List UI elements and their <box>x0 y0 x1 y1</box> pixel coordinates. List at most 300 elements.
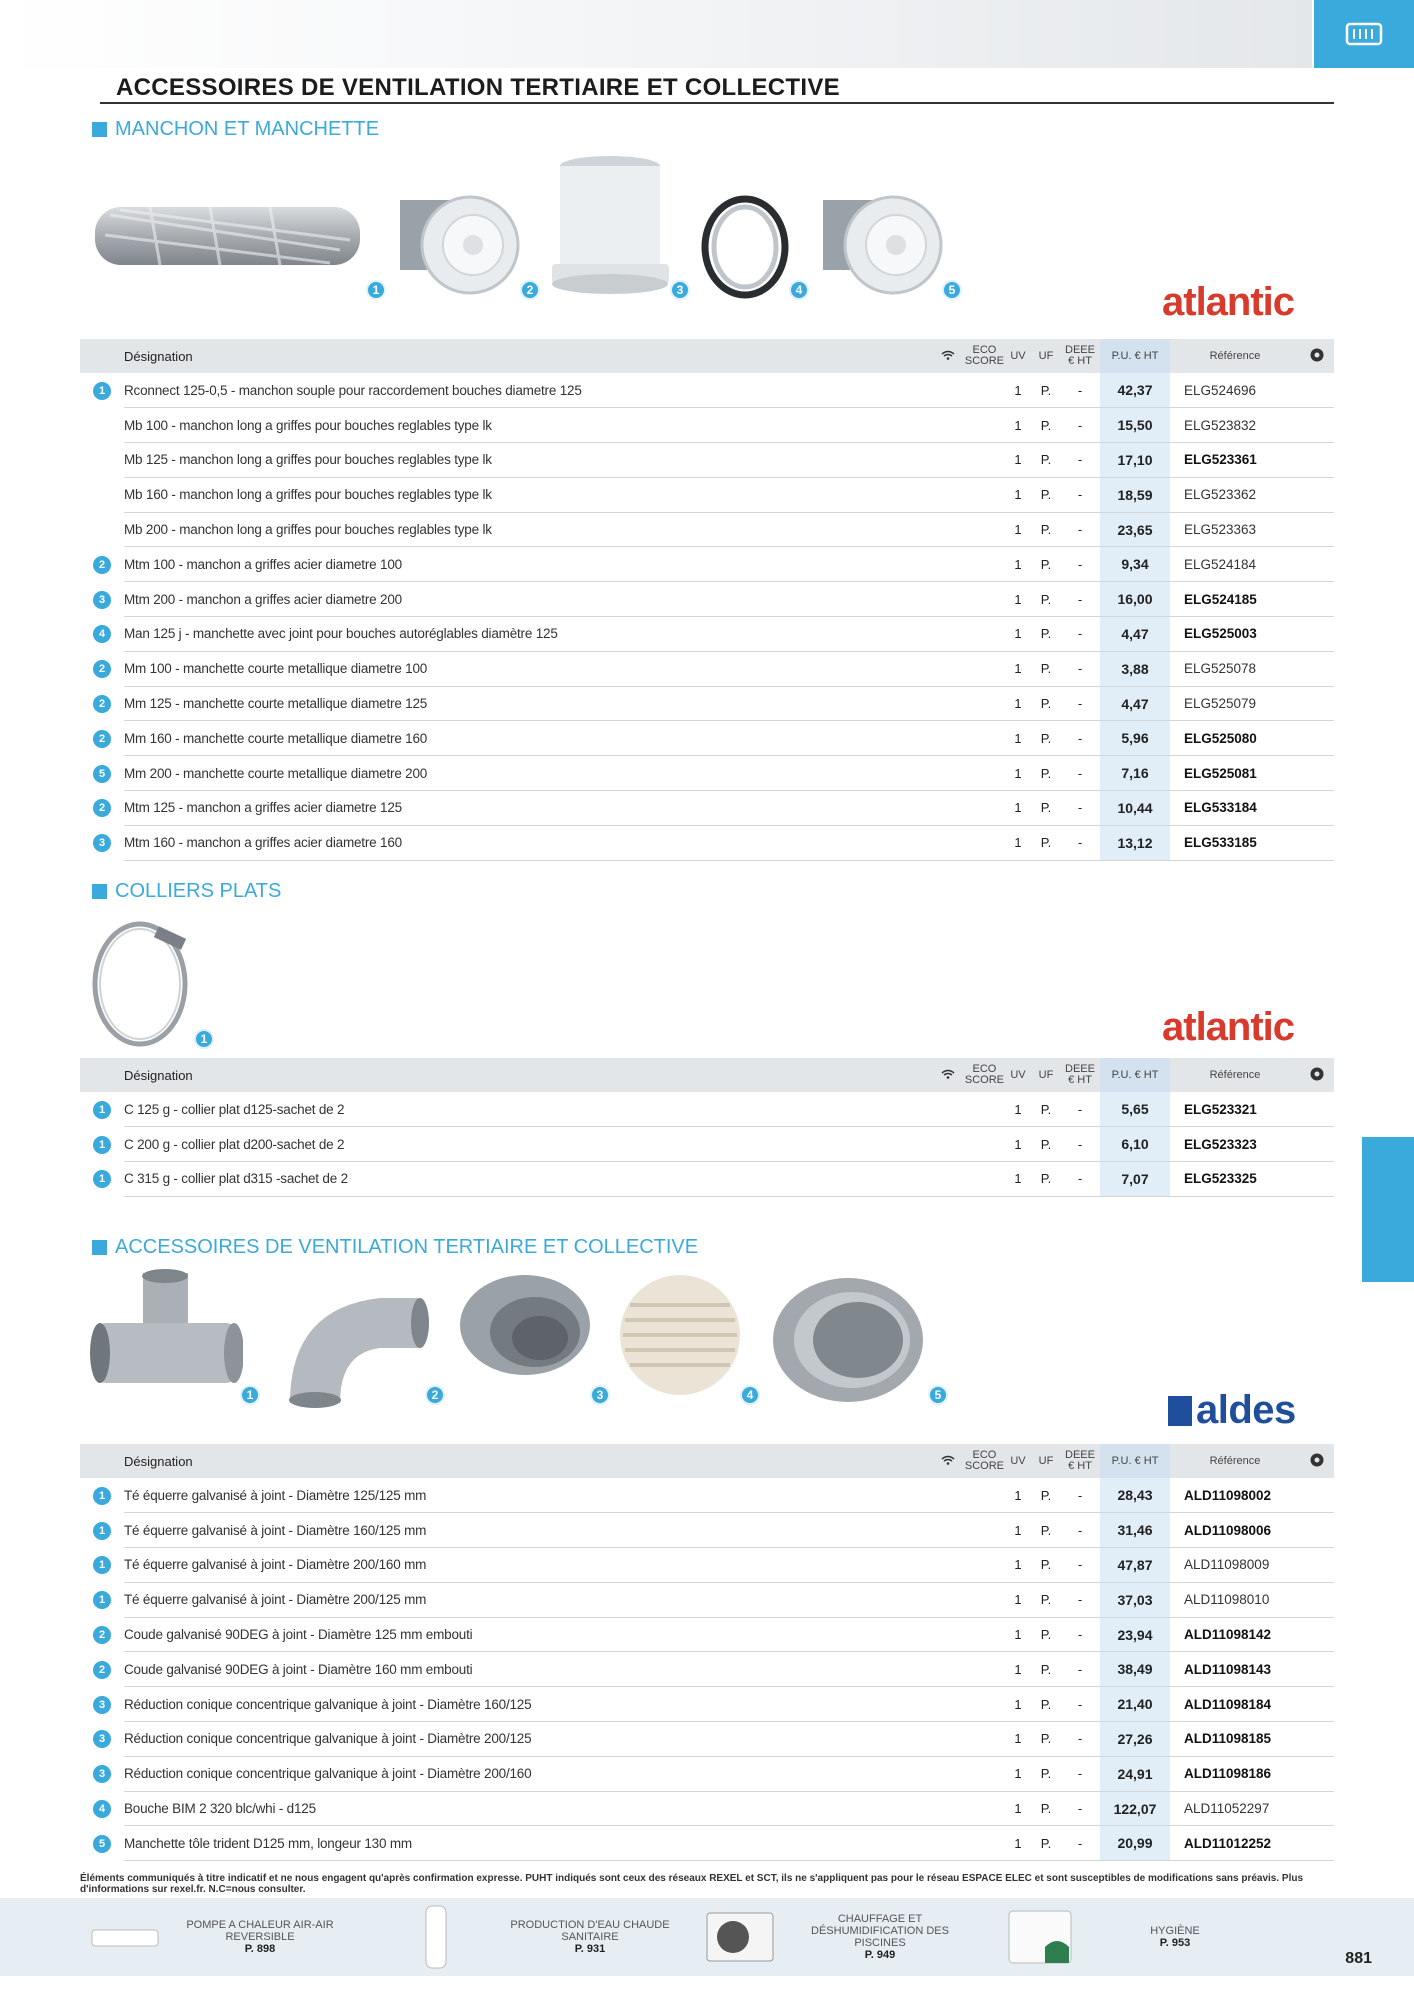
product-image-long-sleeve <box>548 152 673 302</box>
table-row[interactable] <box>80 373 1334 408</box>
table-row[interactable] <box>80 582 1334 617</box>
row-price: 9,34 <box>1100 547 1170 582</box>
row-price: 23,94 <box>1100 1617 1170 1652</box>
row-uv: 1 <box>1004 1652 1032 1687</box>
row-deee: - <box>1060 477 1100 512</box>
row-product-badge: 1 <box>93 382 111 400</box>
row-product-badge: 1 <box>93 1591 111 1609</box>
row-designation: Té équerre galvanisé à joint - Diamètre 160/125 mm <box>124 1513 931 1548</box>
heat-pump-icon <box>705 1909 775 1965</box>
row-eco-score-cell <box>965 408 1004 443</box>
row-deee: - <box>1060 1127 1100 1162</box>
product-badge-3: 3 <box>590 1385 610 1405</box>
row-wifi-cell <box>931 1478 965 1513</box>
row-number-cell <box>80 1722 124 1757</box>
table-row[interactable] <box>80 1092 1334 1127</box>
row-action-cell <box>1300 1092 1334 1127</box>
row-price: 42,37 <box>1100 373 1170 408</box>
row-uf: P. <box>1032 443 1060 478</box>
table-row[interactable] <box>80 651 1334 686</box>
row-reference[interactable]: ALD11098142 <box>1170 1617 1300 1652</box>
table-body <box>80 373 1334 860</box>
row-uf: P. <box>1032 477 1060 512</box>
row-reference[interactable]: ALD11098186 <box>1170 1756 1300 1791</box>
row-number-cell <box>80 1687 124 1722</box>
row-number-cell <box>80 373 124 408</box>
row-reference[interactable]: ELG525003 <box>1170 617 1300 652</box>
table-row[interactable] <box>80 1478 1334 1513</box>
row-reference[interactable]: ELG523321 <box>1170 1092 1300 1127</box>
row-uf: P. <box>1032 1548 1060 1583</box>
row-product-badge: 1 <box>93 1101 111 1119</box>
aldes-mark <box>1168 1396 1192 1426</box>
row-designation: Té équerre galvanisé à joint - Diamètre 200/125 mm <box>124 1582 931 1617</box>
row-eco-score-cell <box>965 443 1004 478</box>
product-badge-2: 2 <box>520 280 540 300</box>
row-deee: - <box>1060 1826 1100 1861</box>
row-uv: 1 <box>1004 1548 1032 1583</box>
row-wifi-cell <box>931 1548 965 1583</box>
row-deee: - <box>1060 1722 1100 1757</box>
row-uf: P. <box>1032 1687 1060 1722</box>
row-action-cell <box>1300 721 1334 756</box>
row-designation: Mm 200 - manchette courte metallique diametre 200 <box>124 756 931 791</box>
row-uv: 1 <box>1004 651 1032 686</box>
table-row[interactable] <box>80 756 1334 791</box>
footer-label-text: HYGIÈNE <box>1150 1925 1200 1937</box>
row-product-badge: 3 <box>93 1730 111 1748</box>
row-price: 3,88 <box>1100 651 1170 686</box>
row-price: 27,26 <box>1100 1722 1170 1757</box>
row-wifi-cell <box>931 1687 965 1722</box>
row-designation: Bouche BIM 2 320 blc/whi - d125 <box>124 1791 931 1826</box>
row-wifi-cell <box>931 1722 965 1757</box>
row-price: 4,47 <box>1100 686 1170 721</box>
row-number-cell <box>80 651 124 686</box>
row-uv: 1 <box>1004 1791 1032 1826</box>
row-action-cell <box>1300 1756 1334 1791</box>
table-row[interactable] <box>80 1722 1334 1757</box>
row-product-badge: 3 <box>93 834 111 852</box>
row-designation: Té équerre galvanisé à joint - Diamètre 200/160 mm <box>124 1548 931 1583</box>
product-image-sheet-sleeve <box>770 1268 930 1408</box>
side-chapter-tab[interactable] <box>1362 1137 1414 1282</box>
table-row[interactable] <box>80 1826 1334 1861</box>
row-reference[interactable]: ELG533185 <box>1170 825 1300 860</box>
product-image-flexible-duct <box>90 195 365 280</box>
row-deee: - <box>1060 512 1100 547</box>
row-product-badge: 2 <box>93 556 111 574</box>
row-wifi-cell <box>931 512 965 547</box>
footer-link-hygiene[interactable] <box>1005 1898 1225 1976</box>
row-designation: Rconnect 125-0,5 - manchon souple pour raccordement bouches diametre 125 <box>124 373 931 408</box>
row-number-cell <box>80 1582 124 1617</box>
row-action-cell <box>1300 686 1334 721</box>
row-deee: - <box>1060 825 1100 860</box>
table-row[interactable] <box>80 617 1334 652</box>
row-eco-score-cell <box>965 1548 1004 1583</box>
row-number-cell <box>80 617 124 652</box>
row-eco-score-cell <box>965 1687 1004 1722</box>
row-reference[interactable]: ELG524185 <box>1170 582 1300 617</box>
row-uf: P. <box>1032 1478 1060 1513</box>
row-uv: 1 <box>1004 477 1032 512</box>
row-action-cell <box>1300 651 1334 686</box>
table-row[interactable] <box>80 1513 1334 1548</box>
product-badge-5: 5 <box>942 280 962 300</box>
row-deee: - <box>1060 1756 1100 1791</box>
product-image-metal-sleeve <box>818 190 948 300</box>
row-eco-score-cell <box>965 1617 1004 1652</box>
col-deee-line1: DEEE <box>1065 1063 1095 1075</box>
row-wifi-cell <box>931 1513 965 1548</box>
table-body <box>80 1092 1334 1196</box>
page-number: 881 <box>1345 1950 1372 1967</box>
row-eco-score-cell <box>965 582 1004 617</box>
row-number-cell <box>80 408 124 443</box>
product-image-metal-sleeve-grip <box>395 190 525 300</box>
section-marker <box>92 884 107 899</box>
row-reference[interactable]: ELG523323 <box>1170 1127 1300 1162</box>
row-wifi-cell <box>931 1791 965 1826</box>
table-row[interactable] <box>80 1617 1334 1652</box>
row-action-cell <box>1300 1687 1334 1722</box>
row-price: 5,65 <box>1100 1092 1170 1127</box>
row-designation: Mb 125 - manchon long a griffes pour bouches reglables type lk <box>124 443 931 478</box>
row-action-cell <box>1300 1478 1334 1513</box>
row-reference[interactable]: ELG525079 <box>1170 686 1300 721</box>
row-uv: 1 <box>1004 1687 1032 1722</box>
row-wifi-cell <box>931 686 965 721</box>
row-wifi-cell <box>931 1617 965 1652</box>
row-reference[interactable]: ALD11012252 <box>1170 1826 1300 1861</box>
row-uf: P. <box>1032 1513 1060 1548</box>
row-product-badge: 1 <box>93 1487 111 1505</box>
row-uv: 1 <box>1004 512 1032 547</box>
footer-page: P. 949 <box>864 1949 896 1961</box>
row-number-cell <box>80 825 124 860</box>
section-title-colliers <box>92 880 281 903</box>
table-row[interactable] <box>80 1756 1334 1791</box>
row-uf: P. <box>1032 617 1060 652</box>
row-price: 17,10 <box>1100 443 1170 478</box>
row-deee: - <box>1060 1617 1100 1652</box>
row-action-cell <box>1300 512 1334 547</box>
row-price: 31,46 <box>1100 1513 1170 1548</box>
row-reference[interactable]: ELG523325 <box>1170 1162 1300 1197</box>
row-deee: - <box>1060 582 1100 617</box>
settings-icon[interactable] <box>1300 1444 1334 1478</box>
footer-page: P. 898 <box>244 1943 276 1955</box>
product-badge-4: 4 <box>740 1385 760 1405</box>
row-action-cell <box>1300 443 1334 478</box>
row-reference[interactable]: ALD11098184 <box>1170 1687 1300 1722</box>
col-eco-line1: ECO <box>972 1449 997 1461</box>
col-eco-score <box>965 339 1004 373</box>
row-action-cell <box>1300 408 1334 443</box>
row-number-cell <box>80 1162 124 1197</box>
table-row[interactable] <box>80 547 1334 582</box>
row-number-cell <box>80 756 124 791</box>
row-price: 24,91 <box>1100 1756 1170 1791</box>
row-reference[interactable]: ELG533184 <box>1170 791 1300 826</box>
footer-link-piscines[interactable] <box>705 1898 955 1976</box>
footer-label-text: POMPE A CHALEUR AIR-AIR REVERSIBLE <box>186 1919 334 1943</box>
row-number-cell <box>80 721 124 756</box>
row-uf: P. <box>1032 1582 1060 1617</box>
table-row[interactable] <box>80 721 1334 756</box>
row-deee: - <box>1060 686 1100 721</box>
row-deee: - <box>1060 791 1100 826</box>
row-number-cell <box>80 1791 124 1826</box>
row-uv: 1 <box>1004 756 1032 791</box>
brand-logo-aldes <box>1168 1388 1296 1433</box>
row-uv: 1 <box>1004 582 1032 617</box>
row-uf: P. <box>1032 1652 1060 1687</box>
row-reference[interactable]: ALD11098143 <box>1170 1652 1300 1687</box>
col-uv: UV <box>1004 1444 1032 1478</box>
row-wifi-cell <box>931 408 965 443</box>
row-action-cell <box>1300 756 1334 791</box>
row-deee: - <box>1060 547 1100 582</box>
row-deee: - <box>1060 1652 1100 1687</box>
section-marker <box>92 1240 107 1255</box>
row-reference[interactable]: ELG525080 <box>1170 721 1300 756</box>
row-action-cell <box>1300 1548 1334 1583</box>
table-row[interactable] <box>80 443 1334 478</box>
row-eco-score-cell <box>965 721 1004 756</box>
row-number-cell <box>80 1548 124 1583</box>
row-reference[interactable]: ALD11098010 <box>1170 1582 1300 1617</box>
col-designation: Désignation <box>80 1444 931 1478</box>
product-badge-1: 1 <box>194 1029 214 1049</box>
settings-icon[interactable] <box>1300 1058 1334 1092</box>
product-image-flat-collar <box>85 912 200 1052</box>
row-product-badge: 2 <box>93 1626 111 1644</box>
row-designation: Mm 100 - manchette courte metallique diametre 100 <box>124 651 931 686</box>
row-deee: - <box>1060 443 1100 478</box>
air-unit-icon <box>90 1922 160 1952</box>
row-number-cell <box>80 791 124 826</box>
row-reference[interactable]: ELG525078 <box>1170 651 1300 686</box>
row-designation: Mtm 125 - manchon a griffes acier diametre 125 <box>124 791 931 826</box>
table-row[interactable] <box>80 791 1334 826</box>
row-number-cell <box>80 1652 124 1687</box>
row-eco-score-cell <box>965 825 1004 860</box>
row-uv: 1 <box>1004 1092 1032 1127</box>
row-reference[interactable]: ALD11098185 <box>1170 1722 1300 1757</box>
brand-logo-atlantic: atlantic <box>1162 1005 1295 1049</box>
row-reference[interactable]: ELG523363 <box>1170 512 1300 547</box>
row-deee: - <box>1060 1478 1100 1513</box>
footer-label <box>1125 1925 1225 1949</box>
row-product-badge: 1 <box>93 1136 111 1154</box>
row-uv: 1 <box>1004 1582 1032 1617</box>
col-eco-score <box>965 1058 1004 1092</box>
row-price: 20,99 <box>1100 1826 1170 1861</box>
footer-label-text: CHAUFFAGE ET DÉSHUMIDIFICATION DES PISCINES <box>811 1913 949 1949</box>
row-action-cell <box>1300 791 1334 826</box>
row-product-badge: 1 <box>93 1170 111 1188</box>
row-designation: Mtm 200 - manchon a griffes acier diametre 200 <box>124 582 931 617</box>
row-eco-score-cell <box>965 756 1004 791</box>
table-body <box>80 1478 1334 1861</box>
table-header <box>80 1058 1334 1092</box>
col-designation: Désignation <box>80 1058 931 1092</box>
col-uv: UV <box>1004 339 1032 373</box>
row-designation: Mb 200 - manchon long a griffes pour bouches reglables type lk <box>124 512 931 547</box>
col-reference: Référence <box>1170 1444 1300 1478</box>
table-row[interactable] <box>80 1791 1334 1826</box>
table-row[interactable] <box>80 1687 1334 1722</box>
row-product-badge: 4 <box>93 1800 111 1818</box>
product-image-seal-ring <box>700 195 790 300</box>
product-image-grille <box>615 1270 745 1400</box>
row-uv: 1 <box>1004 1756 1032 1791</box>
row-eco-score-cell <box>965 686 1004 721</box>
row-uv: 1 <box>1004 686 1032 721</box>
col-eco-score <box>965 1444 1004 1478</box>
row-uv: 1 <box>1004 547 1032 582</box>
wifi-icon <box>931 1058 965 1092</box>
footer-nav <box>0 1898 1414 1976</box>
row-uf: P. <box>1032 547 1060 582</box>
row-eco-score-cell <box>965 1722 1004 1757</box>
row-number-cell <box>80 582 124 617</box>
row-wifi-cell <box>931 1756 965 1791</box>
wifi-icon <box>931 1444 965 1478</box>
row-eco-score-cell <box>965 1127 1004 1162</box>
section-title-text: MANCHON ET MANCHETTE <box>115 118 380 140</box>
row-product-badge: 3 <box>93 591 111 609</box>
row-eco-score-cell <box>965 651 1004 686</box>
table-row[interactable] <box>80 1652 1334 1687</box>
row-reference[interactable]: ELG523362 <box>1170 477 1300 512</box>
price-table-manchon <box>80 339 1334 861</box>
row-number-cell <box>80 686 124 721</box>
row-uf: P. <box>1032 1092 1060 1127</box>
table-row[interactable] <box>80 408 1334 443</box>
row-deee: - <box>1060 1092 1100 1127</box>
row-designation: Té équerre galvanisé à joint - Diamètre 125/125 mm <box>124 1478 931 1513</box>
col-uf: UF <box>1032 1444 1060 1478</box>
row-wifi-cell <box>931 443 965 478</box>
row-wifi-cell <box>931 721 965 756</box>
row-uf: P. <box>1032 582 1060 617</box>
row-number-cell <box>80 1092 124 1127</box>
row-uv: 1 <box>1004 721 1032 756</box>
row-designation: C 315 g - collier plat d315 -sachet de 2 <box>124 1162 931 1197</box>
row-wifi-cell <box>931 582 965 617</box>
table-row[interactable] <box>80 1162 1334 1197</box>
col-designation: Désignation <box>80 339 931 373</box>
table-row[interactable] <box>80 477 1334 512</box>
row-number-cell <box>80 443 124 478</box>
col-eco-line2: SCORE <box>964 355 1004 367</box>
footer-label <box>180 1919 340 1955</box>
row-deee: - <box>1060 1582 1100 1617</box>
row-reference[interactable]: ALD11098006 <box>1170 1513 1300 1548</box>
row-deee: - <box>1060 1513 1100 1548</box>
row-reference[interactable]: ELG524184 <box>1170 547 1300 582</box>
row-designation: Man 125 j - manchette avec joint pour bouches autoréglables diamètre 125 <box>124 617 931 652</box>
row-reference[interactable]: ELG523361 <box>1170 443 1300 478</box>
footer-link-ecs[interactable] <box>420 1898 685 1976</box>
col-uf: UF <box>1032 339 1060 373</box>
row-uf: P. <box>1032 756 1060 791</box>
settings-icon[interactable] <box>1300 339 1334 373</box>
row-price: 37,03 <box>1100 1582 1170 1617</box>
water-heater-icon <box>420 1902 450 1972</box>
row-designation: Mb 100 - manchon long a griffes pour bouches reglables type lk <box>124 408 931 443</box>
row-uf: P. <box>1032 1617 1060 1652</box>
table-row[interactable] <box>80 686 1334 721</box>
row-number-cell <box>80 477 124 512</box>
row-eco-score-cell <box>965 1826 1004 1861</box>
table-row[interactable] <box>80 512 1334 547</box>
row-designation: Réduction conique concentrique galvanique à joint - Diamètre 200/125 <box>124 1722 931 1757</box>
row-uv: 1 <box>1004 825 1032 860</box>
row-action-cell <box>1300 582 1334 617</box>
table-row[interactable] <box>80 1127 1334 1162</box>
row-reference[interactable]: ALD11098009 <box>1170 1548 1300 1583</box>
col-deee-line2: € HT <box>1068 355 1092 367</box>
row-number-cell <box>80 1478 124 1513</box>
table-row[interactable] <box>80 825 1334 860</box>
col-eco-line1: ECO <box>972 1063 997 1075</box>
col-eco-line2: SCORE <box>964 1074 1004 1086</box>
row-wifi-cell <box>931 825 965 860</box>
table-row[interactable] <box>80 1582 1334 1617</box>
category-tab[interactable] <box>1314 0 1414 68</box>
product-badge-4: 4 <box>789 280 809 300</box>
row-reference[interactable]: ALD11052297 <box>1170 1791 1300 1826</box>
row-price: 7,07 <box>1100 1162 1170 1197</box>
row-reference[interactable]: ELG524696 <box>1170 373 1300 408</box>
page-title: ACCESSOIRES DE VENTILATION TERTIAIRE ET COLLECTIVE <box>116 74 840 101</box>
row-product-badge: 2 <box>93 695 111 713</box>
row-deee: - <box>1060 408 1100 443</box>
row-number-cell <box>80 512 124 547</box>
row-deee: - <box>1060 651 1100 686</box>
row-reference[interactable]: ALD11098002 <box>1170 1478 1300 1513</box>
row-uf: P. <box>1032 791 1060 826</box>
row-action-cell <box>1300 1826 1334 1861</box>
row-wifi-cell <box>931 477 965 512</box>
row-uf: P. <box>1032 1791 1060 1826</box>
row-action-cell <box>1300 373 1334 408</box>
row-wifi-cell <box>931 373 965 408</box>
row-number-cell <box>80 1617 124 1652</box>
product-image-elbow <box>270 1268 430 1408</box>
table-row[interactable] <box>80 1548 1334 1583</box>
row-action-cell <box>1300 1162 1334 1197</box>
row-reference[interactable]: ELG525081 <box>1170 756 1300 791</box>
product-badge-1: 1 <box>366 280 386 300</box>
col-deee-line1: DEEE <box>1065 1449 1095 1461</box>
row-uv: 1 <box>1004 1722 1032 1757</box>
row-product-badge: 2 <box>93 799 111 817</box>
row-product-badge: 1 <box>93 1522 111 1540</box>
radiator-icon <box>1344 20 1384 48</box>
row-deee: - <box>1060 1791 1100 1826</box>
col-uf: UF <box>1032 1058 1060 1092</box>
row-reference[interactable]: ELG523832 <box>1170 408 1300 443</box>
col-deee-line1: DEEE <box>1065 344 1095 356</box>
row-wifi-cell <box>931 651 965 686</box>
footer-link-pac[interactable] <box>90 1898 340 1976</box>
row-uv: 1 <box>1004 1127 1032 1162</box>
